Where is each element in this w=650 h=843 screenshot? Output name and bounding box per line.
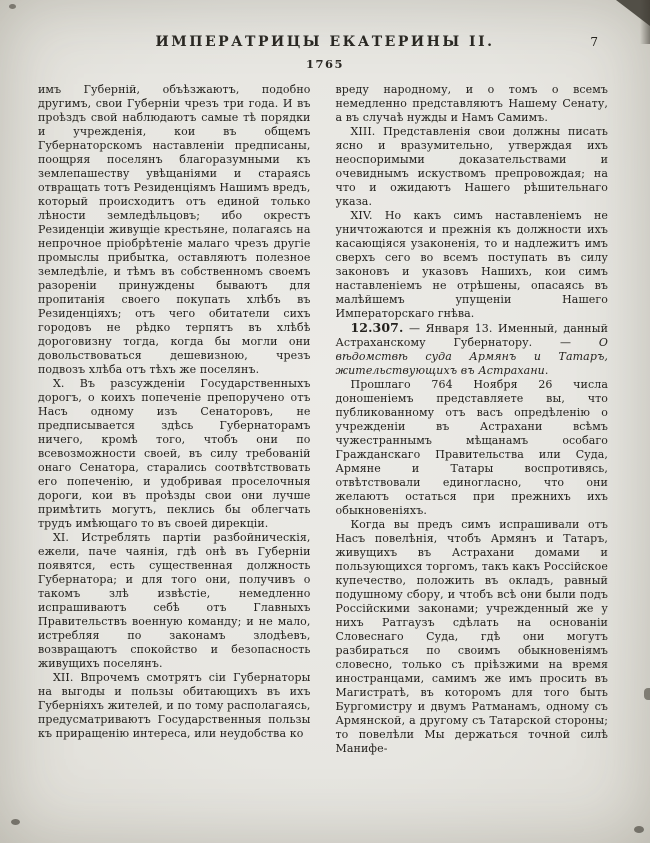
scan-artifact-right-edge: [644, 688, 650, 700]
scan-artifact-bottom-left: [11, 819, 20, 825]
paragraph-petition: Когда вы предъ симъ испрашивали отъ Насъ повелѣнія, чтобъ Армянъ и Татаръ, живущихъ въ Астрахани домами и пользующихся торгомъ, такъ какъ Россійское купечество, положить въ окладъ, равный подушному сбору, и чтобъ всѣ они были подъ Россійскими законами; учрежденный же у нихъ Ратгаузъ сдѣлать на основаніи Словеснаго Суда, гдѣ они могутъ разбираться по своимъ обыкновеніямъ словесно, только съ пріѣзжими на время иностранцами, самимъ же имъ просить въ Магистратѣ, въ которомъ для того быть Бургомистру и двумъ Ратманамъ, одному съ Армянской, а другому съ Татарской стороны; то повелѣли Мы держаться точной силѣ Манифе-: [335, 518, 608, 755]
page-title: ИМПЕРАТРИЦЫ ЕКАТЕРИНЫ II.: [155, 34, 495, 50]
act-title: — Января 13. Именный, данный Астраханскому Губернатору. —: [335, 322, 608, 349]
left-column: [38, 83, 311, 756]
paragraph-ix-continuation: имъ Губерній, объѣзжаютъ, подобно другимъ, свои Губерніи чрезъ три года. И въ проѣздъ свой наблюдаютъ самые тѣ порядки и учрежденія, кои въ общемъ Губернаторскомъ наставленіи предписаны, поощряя поселянъ благоразумными къ землепашеству увѣщаніями и стараясь отвращать тотъ Резиденціямъ Нашимъ вредъ, который происходитъ отъ единой только лѣности земледѣльцовъ; ибо окрестъ Резиденціи живущіе крестьяне, полагаясь на непрочное пріобрѣтеніе малаго чрезъ другіе промыслы прибытка, оставляютъ полезное земледѣліе, и тѣмъ въ собственномъ своемъ разореніи принуждены бываютъ для пропитанія своего покупать хлѣбъ въ Резиденціяхъ; отъ чего обитатели сихъ городовъ не рѣдко терпятъ въ хлѣбѣ дороговизну тогда, когда бы могли они довольствоваться дешевизною, чрезъ подвозъ хлѣба отъ тѣхъ же поселянъ.: [38, 83, 311, 376]
act-heading: [336, 321, 609, 378]
paragraph-xiv: XIV. Но какъ симъ наставленіемъ не уничтожаются и прежнія къ должности ихъ касающіяся узаконенія, то и надлежитъ имъ сверхъ сего во всемъ поступать въ силу законовъ и указовъ Нашихъ, кои симъ наставленіемъ не отрѣшены, опасаясь въ малѣйшемъ упущеніи Нашего Императорскаго гнѣва.: [335, 209, 608, 320]
right-column: [336, 83, 609, 756]
text-columns: [0, 71, 650, 756]
scan-artifact-top-left: [9, 4, 16, 9]
paragraph-xi: XI. Истреблять партіи разбойническія, ежели, паче чаянія, гдѣ онѣ въ Губерніи появятся, есть существенная должность Губернатора; и для того они, получивъ о такомъ злѣ извѣстіе, немедленно испрашиваютъ себѣ отъ Главныхъ Правительствъ военную команду; и не мало, истребляя по законамъ злодѣевъ, возвращаютъ спокойство и безопасность живущихъ поселянъ.: [38, 531, 311, 670]
year-heading: 1765: [305, 57, 344, 71]
act-subject: О вѣдомствѣ суда Армянъ и Татаръ, жительствующихъ въ Астрахани.: [335, 336, 608, 377]
act-number: 12.307.: [350, 320, 404, 335]
paragraph-xii: XII. Впрочемъ смотрятъ сіи Губернаторы на выгоды и пользы обитающихъ въ ихъ Губерніяхъ жителей, и по тому располагаясь, предусматриваютъ Государственныя пользы къ приращенію интереса, или неудобства ко: [38, 671, 311, 740]
paragraph-report-764: Прошлаго 764 Ноября 26 числа доношеніемъ представляете вы, что публикованному отъ васъ опредѣленію о учрежденіи въ Астрахани всѣмъ чужестраннымъ мѣщанамъ особаго Гражданскаго Правительства или Суда, Армяне и Татары воспротивясь, отвѣтствовали единогласно, что они желаютъ остаться при прежнихъ ихъ обыкновеніяхъ.: [335, 378, 608, 517]
paragraph-xii-continuation: вреду народному, и о томъ о всемъ немедленно представляютъ Нашему Сенату, а въ случаѣ нужды и Намъ Самимъ.: [335, 83, 608, 124]
scan-artifact-bottom-right: [634, 826, 644, 833]
paragraph-xiii: XIII. Представленія свои должны писать ясно и вразумительно, утверждая ихъ неоспоримыми доказательствами и очевиднымъ искуствомъ препровождая; на что и ожидаютъ Нашего рѣшительнаго указа.: [335, 125, 608, 208]
page-number: 7: [590, 35, 598, 49]
running-header: [0, 34, 650, 52]
paragraph-x: X. Въ разсужденіи Государственныхъ дорогъ, о коихъ попеченіе препоручено отъ Насъ одному изъ Сенаторовъ, не предписывается здѣсь Губернаторамъ ничего, кромѣ того, чтобъ они по всевозможности своей, въ силу требованій онаго Сенатора, старались соотвѣтствовать его попеченію, и удобривая проселочныя дороги, кои въ проѣзды свои они лучше примѣтить могутъ, пеклись бы облегчать трудъ имѣющаго то въ своей дирекціи.: [38, 377, 311, 530]
